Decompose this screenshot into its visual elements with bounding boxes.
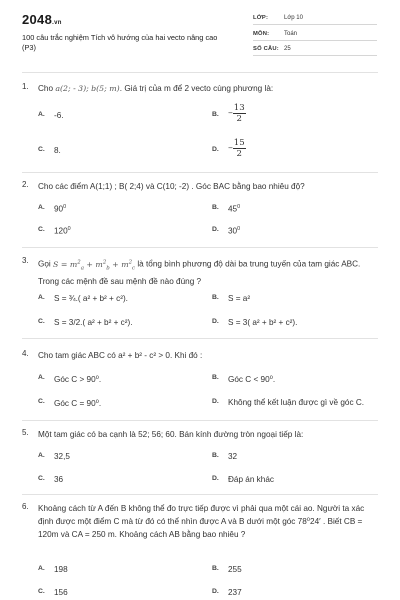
divider xyxy=(22,172,378,173)
divider xyxy=(22,420,378,421)
median-formula: $S = m^2_a + m^2_b + m^2_c$ xyxy=(53,259,136,272)
question-number: 4. xyxy=(22,349,29,358)
fraction: $\frac{15}{2}$ xyxy=(233,138,245,159)
question-number: 3. xyxy=(22,256,29,265)
divider xyxy=(22,494,378,495)
divider xyxy=(22,72,378,73)
question-text: Một tam giác có ba cạnh là 52; 56; 60. Bán kính đường tròn ngoại tiếp là: xyxy=(38,430,304,439)
vector-b: b(5; m). xyxy=(91,84,123,93)
question-text: Khoảng cách từ A đến B không thể đo trực tiếp được vì phải qua một cái ao. Người ta xác định được một điểm C mà từ đó có thể nhìn được A và B dưới một góc 78⁰24′ . Biết CB = 120m và CA = 250 m. Khoảng cách AB bằng bao nhiêu ? xyxy=(38,504,365,539)
meta-class: LỚP: Lớp 10 xyxy=(253,13,377,25)
fraction: $\frac{13}{2}$ xyxy=(233,103,245,124)
question-text: Cho tam giác ABC có a² + b² - c² > 0. Khi đó : xyxy=(38,351,203,360)
question-text: Gọi $S = m^2_a + m^2_b + m^2_c$ là tổng bình phương độ dài ba trung tuyến của tam giác ABC. Trong các mệnh đề sau mệnh đề nào đúng ? xyxy=(38,259,361,287)
divider xyxy=(22,338,378,339)
question-number: 6. xyxy=(22,502,29,511)
question-number: 5. xyxy=(22,428,29,437)
meta-question-count: SỐ CÂU: 25 xyxy=(253,44,377,56)
question-number: 1. xyxy=(22,82,29,91)
document-title: 100 câu trắc nghiệm Tích vô hướng của hai vecto nâng cao (P3) xyxy=(22,33,218,52)
site-logo[interactable]: 2048.vn xyxy=(22,12,62,27)
question-text: Cho các điểm A(1;1) ; B( 2;4) và C(10; -2) . Góc BAC bằng bao nhiêu độ? xyxy=(38,182,305,191)
question-text: Cho a(2; - 3); b(5; m). Giá trị của m để 2 vecto cùng phương là: xyxy=(38,84,274,93)
question-number: 2. xyxy=(22,180,29,189)
divider xyxy=(22,247,378,248)
document-header xyxy=(0,0,400,66)
meta-subject: MÔN: Toán xyxy=(253,29,377,41)
vector-a: a(2; - 3); xyxy=(55,84,89,93)
